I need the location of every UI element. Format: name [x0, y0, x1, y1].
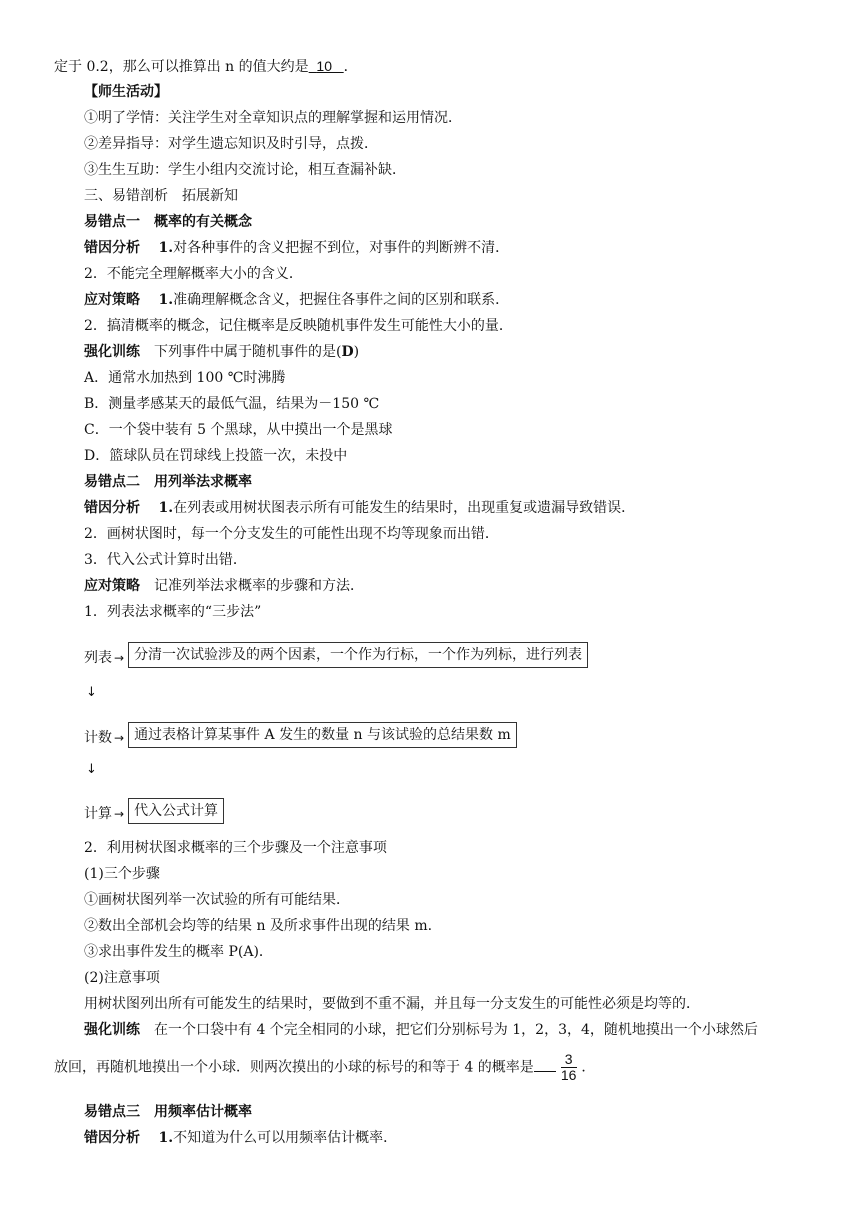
text: 在列表或用树状图表示所有可能发生的结果时，出现重复或遗漏导致错误．: [173, 500, 636, 516]
option-b: B．测量孝感某天的最低气温，结果为－150 ℃: [84, 396, 380, 412]
flow-label: 计算: [84, 806, 112, 822]
arrow-right-icon: →: [114, 651, 125, 665]
point3-cause1: [84, 1128, 397, 1148]
text: 对各种事件的含义把握不到位，对事件的判断辨不清．: [173, 240, 510, 256]
flow-box: 通过表格计算某事件 A 发生的数量 n 与该试验的总结果数 m: [128, 722, 517, 748]
activity-item: ①明了学情：关注学生对全章知识点的理解掌握和运用情况．: [84, 110, 462, 126]
label: 错因分析: [84, 500, 140, 516]
point2-strategy: [84, 576, 364, 596]
point1-cause2: 2．不能完全理解概率大小的含义．: [84, 266, 303, 282]
activity-item: ③生生互助：学生小组内交流讨论，相互查漏补缺．: [84, 162, 406, 178]
flow-label: 计数: [84, 730, 112, 746]
point2-training-line1: [84, 1020, 758, 1040]
arrow-right-icon: →: [114, 807, 125, 821]
num: 1.: [158, 292, 174, 308]
num: 1.: [158, 1130, 174, 1146]
line-estimate-n: [54, 56, 358, 77]
flow-box: 分清一次试验涉及的两个因素，一个作为行标，一个作为列标，进行列表: [128, 642, 588, 668]
answer-fraction: [557, 1052, 581, 1083]
fraction-numerator: 3: [561, 1052, 577, 1068]
option-c: C．一个袋中装有 5 个黑球，从中摸出一个是黑球: [84, 422, 393, 438]
label: 错因分析: [84, 1130, 140, 1146]
num: 1.: [158, 240, 174, 256]
text: 放回，再随机地摸出一个小球．则两次摸出的小球的标号的和等于 4 的概率是: [54, 1059, 534, 1076]
option-d: D．篮球队员在罚球线上投篮一次，未投中: [84, 448, 348, 464]
text: 在一个口袋中有 4 个完全相同的小球，把它们分别标号为 1，2，3，4，随机地摸出一个小球然后: [154, 1022, 758, 1038]
arrow-down-icon: ↓: [86, 762, 97, 777]
text: 记准列举法求概率的步骤和方法．: [154, 578, 364, 594]
point1-cause1: [84, 238, 509, 258]
step-item: ①画树状图列举一次试验的所有可能结果．: [84, 892, 350, 908]
arrow-right-icon: →: [114, 731, 125, 745]
note-text: 用树状图列出所有可能发生的结果时，要做到不重不漏，并且每一分支发生的可能性必须是均等的．: [84, 996, 700, 1012]
text: ．: [581, 1059, 596, 1076]
point2-training-line2: [54, 1052, 595, 1083]
point3-title: 易错点三 用频率估计概率: [84, 1104, 252, 1120]
flow-step-list: [84, 642, 588, 668]
flow-step-count: [84, 722, 517, 748]
flow-step-compute: [84, 798, 224, 824]
label: 应对策略: [84, 292, 140, 308]
point1-strategy1: [84, 290, 509, 310]
point2-title: 易错点二 用列举法求概率: [84, 474, 252, 490]
point2-cause3: 3．代入公式计算时出错．: [84, 552, 247, 568]
note-title: (2)注意事项: [84, 970, 160, 986]
label: 应对策略: [84, 578, 140, 594]
point2-cause1: [84, 498, 635, 518]
label: 强化训练: [84, 344, 140, 360]
point2-sub1: 1．列表法求概率的“三步法”: [84, 604, 262, 620]
point2-cause2: 2．画树状图时，每一个分支发生的可能性出现不均等现象而出错．: [84, 526, 499, 542]
answer: D: [341, 344, 354, 360]
text: 下列事件中属于随机事件的是(: [154, 344, 342, 360]
fraction-denominator: 16: [560, 1067, 577, 1083]
flow-label: 列表: [84, 650, 112, 666]
label: 强化训练: [84, 1022, 140, 1038]
flow-box: 代入公式计算: [128, 798, 224, 824]
point1-strategy2: 2．搞清概率的概念，记住概率是反映随机事件发生可能性大小的量．: [84, 318, 513, 334]
point1-title: 易错点一 概率的有关概念: [84, 214, 252, 230]
point1-training: [84, 342, 359, 362]
answer-underline: [534, 1057, 556, 1072]
answer-blank: [309, 56, 344, 76]
activity-item: ②差异指导：对学生遗忘知识及时引导，点拨．: [84, 136, 378, 152]
text: ．: [343, 59, 358, 75]
point2-sub2: 2．利用树状图求概率的三个步骤及一个注意事项: [84, 840, 387, 856]
arrow-down-icon: ↓: [86, 685, 97, 700]
step-item: ③求出事件发生的概率 P(A)．: [84, 944, 273, 960]
text: 不知道为什么可以用频率估计概率．: [173, 1130, 398, 1146]
answer-value: 10: [316, 58, 332, 74]
text: ): [353, 344, 360, 360]
option-a: A．通常水加热到 100 ℃时沸腾: [84, 370, 286, 386]
label: 错因分析: [84, 240, 140, 256]
section-heading: 三、易错剖析 拓展新知: [84, 188, 238, 204]
step-item: ②数出全部机会均等的结果 n 及所求事件出现的结果 m.: [84, 918, 433, 934]
activity-title: 【师生活动】: [84, 84, 168, 100]
steps-title: (1)三个步骤: [84, 866, 160, 882]
text: 准确理解概念含义，把握住各事件之间的区别和联系．: [173, 292, 510, 308]
num: 1.: [158, 500, 174, 516]
text: 定于 0.2，那么可以推算出 n 的值大约是: [54, 59, 309, 75]
